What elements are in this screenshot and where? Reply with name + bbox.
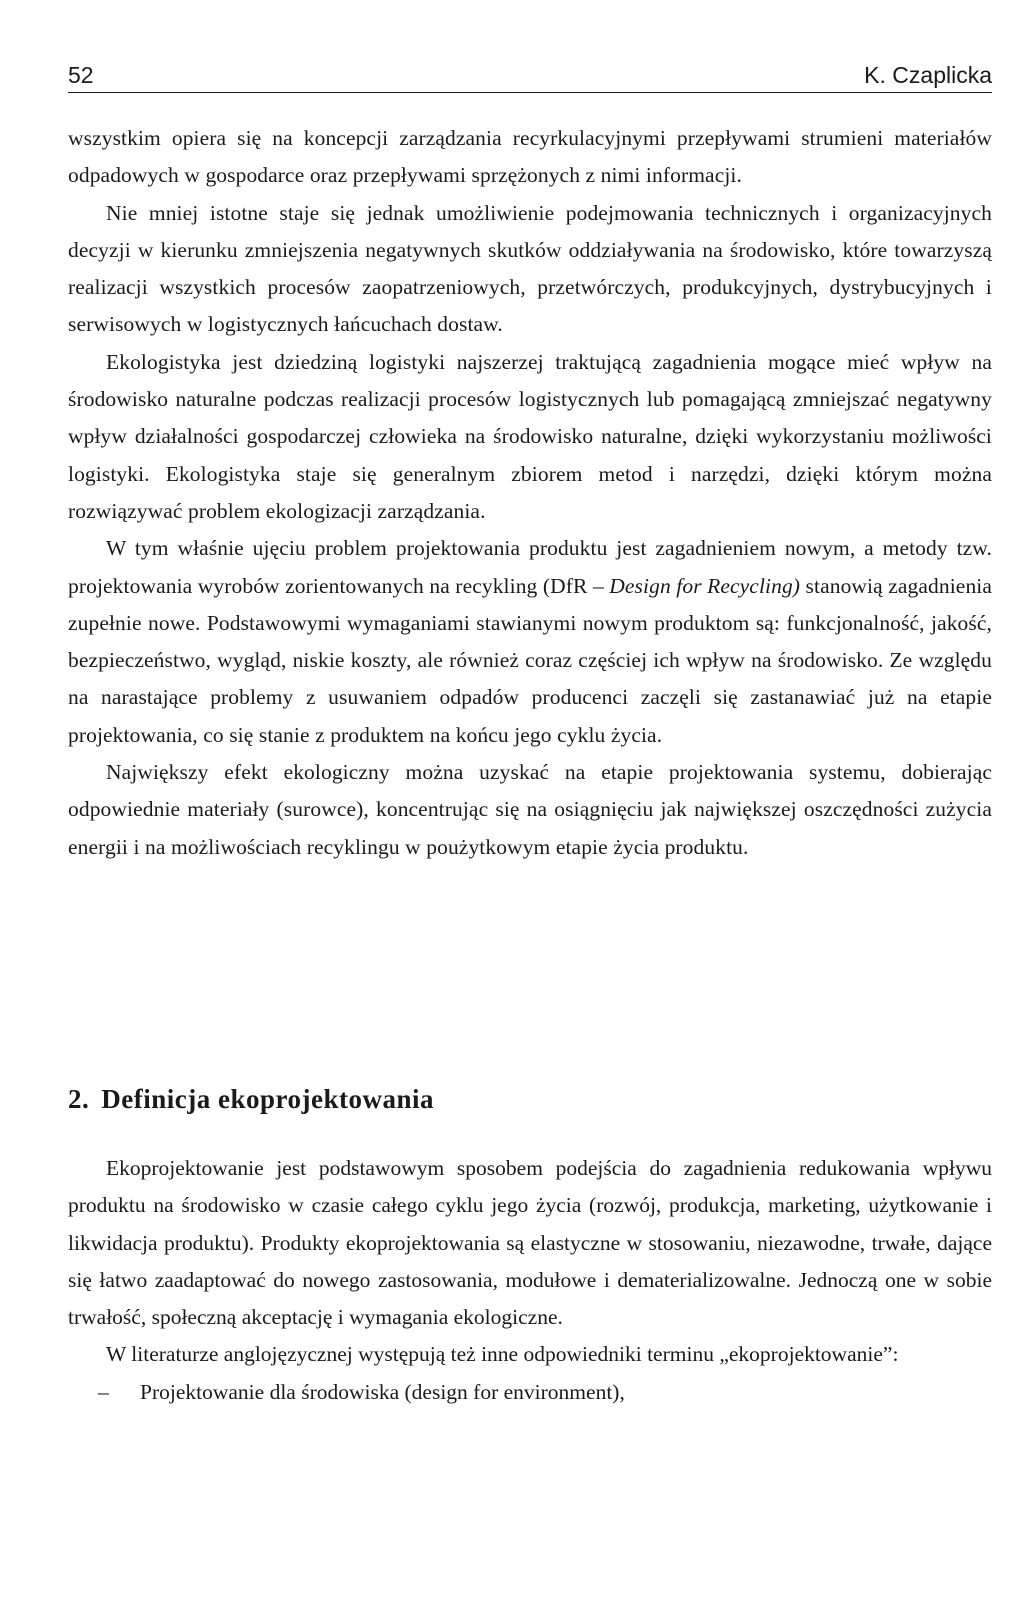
paragraph-text: W tym właśnie ujęciu problem projektowania produktu jest zagadnieniem nowym, a metody tzw. projektowania wyrobów zorientowanych na recykling (DfR –	[68, 536, 992, 598]
paragraph: Ekologistyka jest dziedziną logistyki najszerzej traktującą zagadnienia mogące mieć wpływ na środowisko naturalne podczas realizacji procesów logistycznych lub pomagającą zmniejszać negatywny wpływ działalności gospodarczej człowieka na środowisko naturalne, dzięki wykorzystaniu możliwości logistyki. Ekologistyka staje się generalnym zbiorem metod i narzędzi, dzięki którym można rozwiązywać problem ekologizacji zarządzania.	[68, 349, 992, 523]
list-dash: –	[98, 1379, 109, 1404]
term-list	[68, 1374, 992, 1411]
paragraph: Największy efekt ekologiczny można uzyskać na etapie projektowania systemu, dobierając odpowiednie materiały (surowce), koncentrując się na osiągnięciu jak największej oszczędności zużycia energii i na możliwościach recyklingu w poużytkowym etapie życia produktu.	[68, 760, 992, 859]
paragraph: Nie mniej istotne staje się jednak umożliwienie podejmowania technicznych i organizacyjnych decyzji w kierunku zmniejszenia negatywnych skutków oddziaływania na środowisko, które towarzyszą realizacji wszystkich procesów zaopatrzeniowych, przetwórczych, produkcyjnych, dystrybucyjnych i serwisowych w logistycznych łańcuchach dostaw.	[68, 200, 992, 337]
section-title: Definicja ekoprojektowania	[101, 1084, 434, 1114]
page-number: 52	[68, 62, 94, 88]
running-header	[68, 60, 992, 93]
section-number: 2.	[68, 1084, 90, 1114]
section-heading	[68, 1084, 434, 1115]
list-item-text: Projektowanie dla środowiska (design for environment),	[140, 1379, 625, 1404]
section-body	[68, 1150, 992, 1411]
paragraph-dfr	[68, 530, 992, 754]
body-text	[68, 120, 992, 866]
running-author: K. Czaplicka	[864, 62, 992, 88]
list-item	[68, 1374, 992, 1411]
italic-term: Design for Recycling)	[609, 573, 801, 598]
paragraph-continued: wszystkim opiera się na koncepcji zarządzania recyrkulacyjnymi przepływami strumieni materiałów odpadowych w gospodarce oraz przepływami sprzężonych z nimi informacji.	[68, 126, 992, 188]
paragraph: W literaturze anglojęzycznej występują też inne odpowiedniki terminu „ekoprojektowanie”:	[106, 1342, 899, 1367]
paragraph: Ekoprojektowanie jest podstawowym sposobem podejścia do zagadnienia redukowania wpływu produktu na środowisko w czasie całego cyklu jego życia (rozwój, produkcja, marketing, użytkowanie i likwidacja produktu). Produkty ekoprojektowania są elastyczne w stosowaniu, niezawodne, trwałe, dające się łatwo zaadaptować do nowego zastosowania, modułowe i dematerializowalne. Jednoczą one w sobie trwałość, społeczną akceptację i wymagania ekologiczne.	[68, 1156, 992, 1330]
paragraph-text: stanowią zagadnienia zupełnie nowe. Podstawowymi wymaganiami stawianymi nowym produktom są: funkcjonalność, jakość, bezpieczeństwo, wygląd, niskie koszty, ale również coraz częściej ich wpływ na środowisko. Ze względu na narastające problemy z usuwaniem odpadów producenci zaczęli się zastanawiać już na etapie projektowania, co się stanie z produktem na końcu jego cyklu życia.	[68, 573, 993, 747]
